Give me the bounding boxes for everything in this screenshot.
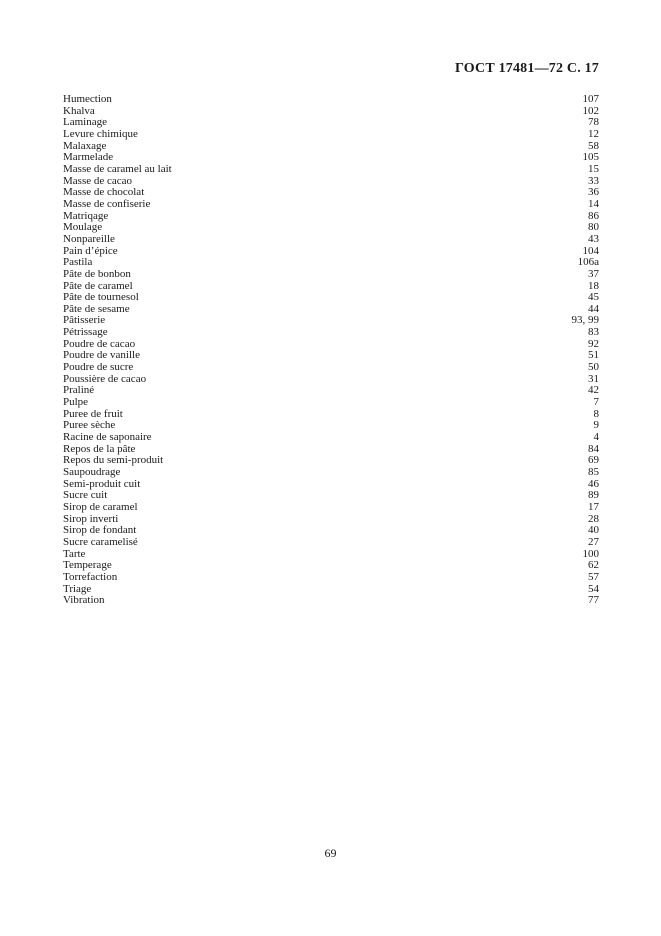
index-entry — [63, 339, 599, 351]
index-ref-number: 50 — [588, 361, 599, 374]
index-term: Repos du semi-produit — [63, 454, 164, 467]
index-term: Triage — [63, 582, 92, 595]
index-entry — [63, 525, 599, 537]
index-term: Pulpe — [63, 396, 89, 409]
index-ref-number: 44 — [588, 302, 599, 315]
index-ref-number: 92 — [588, 337, 599, 350]
index-entry — [63, 327, 599, 339]
index-ref-number: 45 — [588, 291, 599, 304]
index-term: Racine de saponaire — [63, 431, 152, 444]
index-entry — [63, 222, 599, 234]
index-ref-number: 37 — [588, 267, 599, 280]
index-term: Vibration — [63, 594, 105, 607]
index-ref-number: 89 — [588, 489, 599, 502]
index-ref-number: 77 — [588, 594, 599, 607]
index-term: Sirop inverti — [63, 512, 119, 525]
index-entry — [63, 432, 599, 444]
index-term: Pâtisserie — [63, 314, 106, 327]
index-ref-number: 36 — [588, 186, 599, 199]
index-ref-number: 51 — [588, 349, 599, 362]
index-ref-number: 69 — [588, 454, 599, 467]
index-term: Moulage — [63, 221, 103, 234]
index-term: Sucre caramelisé — [63, 535, 138, 548]
index-term: Poudre de cacao — [63, 337, 136, 350]
index-ref-number: 31 — [588, 372, 599, 385]
index-ref-number: 27 — [588, 535, 599, 548]
index-entry — [63, 106, 599, 118]
index-ref-number: 104 — [582, 244, 599, 257]
index-entry — [63, 304, 599, 316]
index-ref-number: 80 — [588, 221, 599, 234]
index-ref-number: 46 — [588, 477, 599, 490]
term-index-list — [63, 94, 599, 607]
index-entry — [63, 549, 599, 561]
index-ref-number: 14 — [588, 197, 599, 210]
index-ref-number: 17 — [588, 500, 599, 513]
index-ref-number: 33 — [588, 174, 599, 187]
index-entry — [63, 514, 599, 526]
index-term: Marmelade — [63, 151, 114, 164]
index-ref-number: 106a — [577, 256, 599, 269]
index-entry — [63, 467, 599, 479]
index-entry — [63, 257, 599, 269]
index-term: Nonpareille — [63, 232, 115, 245]
index-term: Pâte de sesame — [63, 302, 130, 315]
index-term: Matriqage — [63, 209, 109, 222]
index-term: Saupoudrage — [63, 466, 121, 478]
index-entry — [63, 374, 599, 386]
index-ref-number: 107 — [582, 93, 599, 105]
index-entry — [63, 164, 599, 176]
index-term: Poudre de vanille — [63, 349, 140, 362]
index-entry — [63, 269, 599, 281]
index-entry — [63, 211, 599, 223]
index-ref-number: 102 — [582, 104, 599, 117]
index-term: Masse de chocolat — [63, 186, 145, 199]
index-ref-number: 54 — [588, 582, 599, 595]
index-entry — [63, 246, 599, 258]
index-ref-number: 12 — [588, 127, 599, 140]
index-entry — [63, 141, 599, 153]
index-term: Pâte de bonbon — [63, 267, 131, 280]
index-term: Sucre cuit — [63, 489, 108, 502]
index-entry — [63, 281, 599, 293]
index-entry — [63, 537, 599, 549]
index-term: Praliné — [63, 384, 95, 397]
index-ref-number: 86 — [588, 209, 599, 222]
index-ref-number: 100 — [582, 547, 599, 560]
index-term: Puree sèche — [63, 419, 116, 432]
index-ref-number: 83 — [588, 326, 599, 339]
index-ref-number: 4 — [593, 431, 599, 444]
index-ref-number: 57 — [588, 570, 599, 583]
index-entry — [63, 199, 599, 211]
index-term: Levure chimique — [63, 127, 138, 140]
index-ref-number: 43 — [588, 232, 599, 245]
index-ref-number: 8 — [593, 407, 599, 420]
index-term: Temperage — [63, 559, 112, 572]
index-entry — [63, 572, 599, 584]
index-ref-number: 7 — [593, 396, 599, 409]
index-term: Pâte de caramel — [63, 279, 133, 292]
index-ref-number: 42 — [588, 384, 599, 397]
index-entry — [63, 292, 599, 304]
page-header: ГОСТ 17481—72 С. 17 — [455, 61, 599, 76]
index-term: Puree de fruit — [63, 407, 123, 420]
index-ref-number: 9 — [593, 419, 599, 432]
index-entry — [63, 129, 599, 141]
index-ref-number: 28 — [588, 512, 599, 525]
index-term: Sirop de fondant — [63, 524, 137, 537]
index-entry — [63, 315, 599, 327]
index-term: Khalva — [63, 104, 95, 117]
index-term: Humection — [63, 93, 112, 105]
index-term: Malaxage — [63, 139, 107, 152]
index-ref-number: 78 — [588, 116, 599, 129]
index-entry — [63, 490, 599, 502]
index-entry — [63, 409, 599, 421]
index-entry — [63, 350, 599, 362]
index-term: Masse de cacao — [63, 174, 133, 187]
index-entry — [63, 234, 599, 246]
page-number: 69 — [324, 846, 337, 860]
index-ref-number: 85 — [588, 466, 599, 478]
index-ref-number: 62 — [588, 559, 599, 572]
index-term: Pastila — [63, 256, 93, 269]
index-entry — [63, 502, 599, 514]
index-entry — [63, 362, 599, 374]
index-term: Semi-produit cuit — [63, 477, 141, 490]
index-term: Pétrissage — [63, 326, 108, 339]
index-entry — [63, 584, 599, 596]
index-entry — [63, 479, 599, 491]
index-term: Pain d’épice — [63, 244, 118, 257]
index-term: Tarte — [63, 547, 86, 560]
index-term: Masse de caramel au lait — [63, 162, 172, 175]
index-entry — [63, 117, 599, 129]
index-entry — [63, 560, 599, 572]
index-ref-number: 105 — [582, 151, 599, 164]
index-ref-number: 93, 99 — [571, 314, 599, 327]
index-term: Repos de la pâte — [63, 442, 136, 455]
index-ref-number: 40 — [588, 524, 599, 537]
index-term: Poudre de sucre — [63, 361, 134, 374]
index-ref-number: 15 — [588, 162, 599, 175]
index-term: Masse de confiserie — [63, 197, 151, 210]
index-term: Poussière de cacao — [63, 372, 147, 385]
index-entry — [63, 94, 599, 106]
index-term: Laminage — [63, 116, 107, 129]
index-term: Pâte de tournesol — [63, 291, 139, 304]
index-term: Sirop de caramel — [63, 500, 138, 513]
index-ref-number: 58 — [588, 139, 599, 152]
index-entry — [63, 595, 599, 607]
index-ref-number: 84 — [588, 442, 599, 455]
index-entry — [63, 385, 599, 397]
index-entry — [63, 397, 599, 409]
index-ref-number: 18 — [588, 279, 599, 292]
index-entry — [63, 455, 599, 467]
index-term: Torrefaction — [63, 570, 118, 583]
